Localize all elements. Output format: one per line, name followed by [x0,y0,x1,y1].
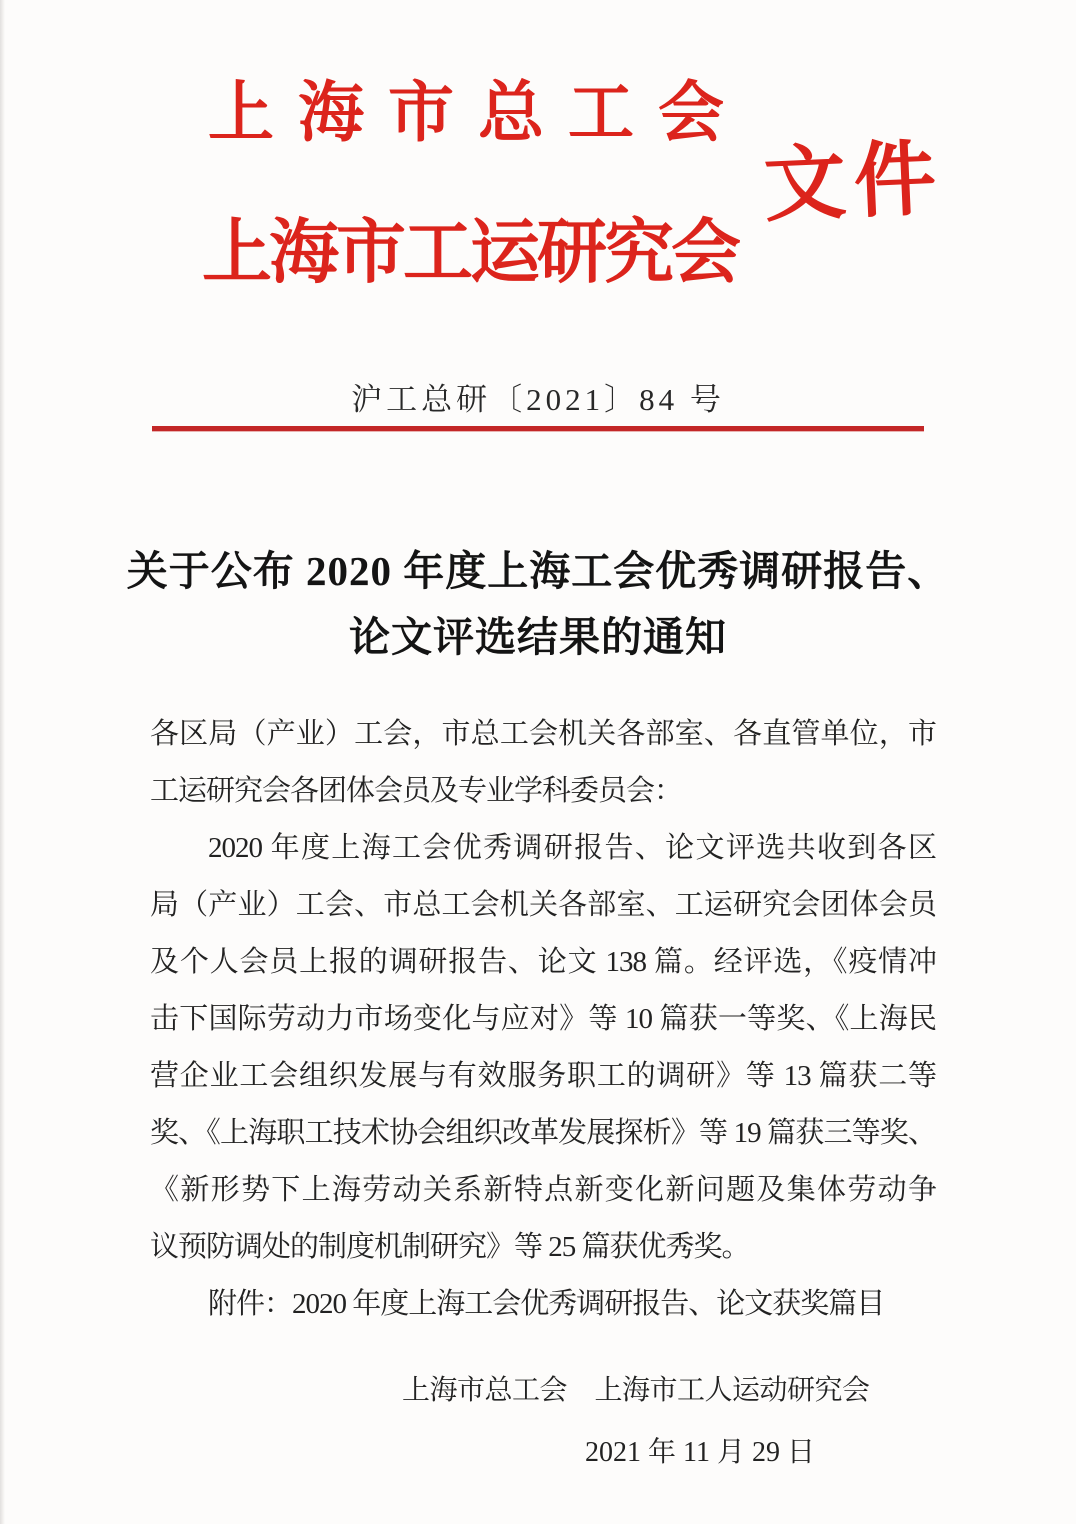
body-text-line: 《新形势下上海劳动关系新特点新变化新问题及集体劳动争 [150,1174,936,1206]
body-text-line: 击下国际劳动力市场变化与应对》等 10 篇获一等奖、《上海民 [150,1003,936,1035]
body-text-line: 2020 年度上海工会优秀调研报告、论文评选共收到各区 [208,832,936,864]
document-title [0,538,1076,670]
body-text-line: 及个人会员上报的调研报告、论文 138 篇。经评选，《疫情冲 [150,946,936,978]
document-number: 沪工总研〔2021〕84 号 [351,382,725,417]
document-title-line1: 关于公布 2020 年度上海工会优秀调研报告、 [126,548,950,594]
document-title-line2: 论文评选结果的通知 [349,614,727,660]
signature-date: 2021 年 11 月 29 日 [585,1437,815,1468]
header-divider-rule [152,426,924,431]
document-body [150,706,936,1333]
body-text-line: 营企业工会组织发展与有效服务职工的调研》等 13 篇获二等 [150,1060,936,1092]
body-text-line: 局（产业）工会、市总工会机关各部室、工运研究会团体会员 [150,889,936,921]
body-text-line: 议预防调处的制度机制研究》等 25 篇获优秀奖。 [150,1231,750,1263]
header-org-primary: 上海市总工会 [208,77,748,150]
body-text-line: 工运研究会各团体会员及专业学科委员会： [150,775,683,807]
page-edge-shadow [0,0,5,1524]
header-doc-type-label: 文件 [762,133,946,232]
header-org-secondary: 上海市工运研究会 [202,215,738,292]
signature-orgs: 上海市总工会 上海市工人运动研究会 [402,1375,870,1406]
body-attachment-line: 附件：2020 年度上海工会优秀调研报告、论文获奖篇目 [208,1288,885,1320]
body-text-line: 各区局（产业）工会，市总工会机关各部室、各直管单位，市 [150,718,936,750]
body-text-line: 奖、《上海职工技术协会组织改革发展探析》等 19 篇获三等奖、 [150,1117,936,1149]
